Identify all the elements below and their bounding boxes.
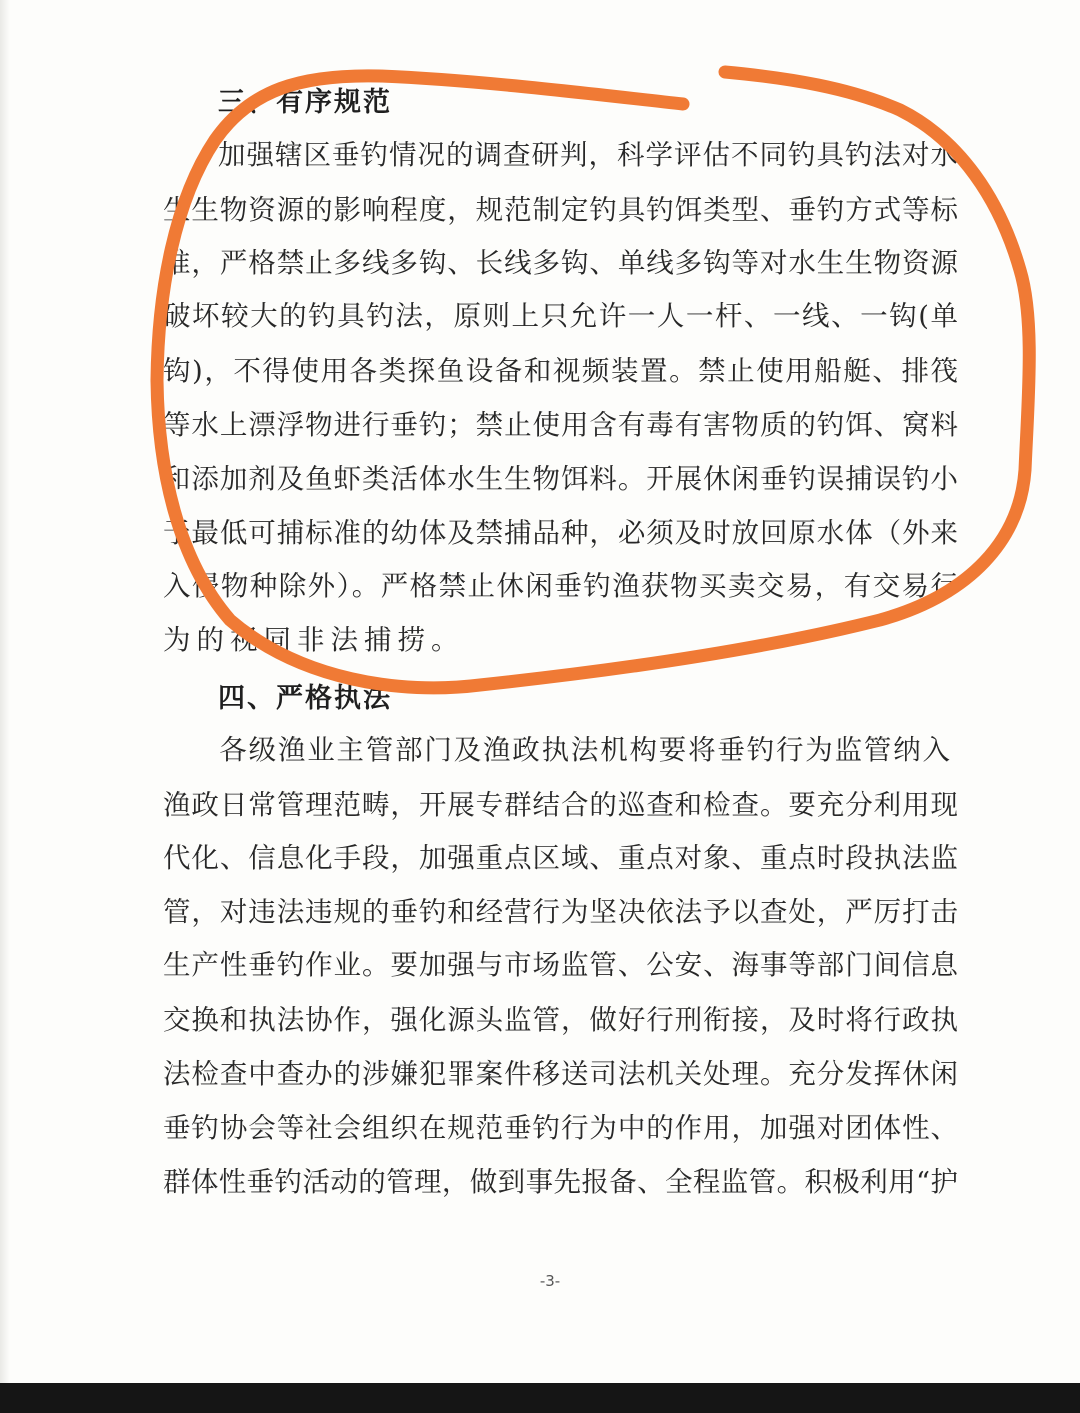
paragraph-line: 等水上漂浮物进行垂钓；禁止使用含有毒有害物质的钓饵、窝料 (163, 409, 958, 441)
paragraph-line: 管，对违法违规的垂钓和经营行为坚决依法予以查处，严厉打击 (163, 896, 958, 928)
paragraph-line: 入侵物种除外）。严格禁止休闲垂钓渔获物买卖交易，有交易行 (163, 570, 958, 602)
page-number: -3- (539, 1272, 561, 1290)
paragraph-line: 钩)，不得使用各类探鱼设备和视频装置。禁止使用船艇、排筏 (163, 355, 958, 387)
bottom-dark-band (0, 1383, 1080, 1413)
paragraph-line: 交换和执法协作，强化源头监管，做好行刑衔接，及时将行政执 (163, 1004, 958, 1036)
page-edge-shadow (0, 0, 10, 1383)
paragraph-line: 生产性垂钓作业。要加强与市场监管、公安、海事等部门间信息 (163, 949, 958, 981)
paragraph-line: 群体性垂钓活动的管理，做到事先报备、全程监管。积极利用“护 (163, 1166, 958, 1198)
paragraph-line: 为的视同非法捕捞。 (163, 624, 465, 656)
paragraph-line: 加强辖区垂钓情况的调查研判，科学评估不同钓具钓法对水 (218, 139, 958, 171)
paragraph-line: 破坏较大的钓具钓法，原则上只允许一人一杆、一线、一钩(单 (163, 300, 958, 332)
paragraph-line: 各级渔业主管部门及渔政执法机构要将垂钓行为监管纳入 (190, 734, 950, 766)
paragraph-line: 渔政日常管理范畴，开展专群结合的巡查和检查。要充分利用现 (163, 789, 958, 821)
section-heading-4: 四、严格执法 (218, 683, 392, 714)
paragraph-line: 法检查中查办的涉嫌犯罪案件移送司法机关处理。充分发挥休闲 (163, 1058, 958, 1090)
paragraph-line: 垂钓协会等社会组织在规范垂钓行为中的作用，加强对团体性、 (163, 1112, 958, 1144)
paragraph-line: 于最低可捕标准的幼体及禁捕品种，必须及时放回原水体（外来 (163, 517, 958, 549)
paragraph-line: 准，严格禁止多线多钩、长线多钩、单线多钩等对水生生物资源 (163, 247, 958, 279)
section-heading-3: 三、有序规范 (218, 87, 392, 118)
paragraph-line: 代化、信息化手段，加强重点区域、重点对象、重点时段执法监 (163, 842, 958, 874)
paragraph-line: 和添加剂及鱼虾类活体水生生物饵料。开展休闲垂钓误捕误钓小 (163, 463, 958, 495)
paragraph-line: 生生物资源的影响程度，规范制定钓具钓饵类型、垂钓方式等标 (163, 194, 958, 226)
